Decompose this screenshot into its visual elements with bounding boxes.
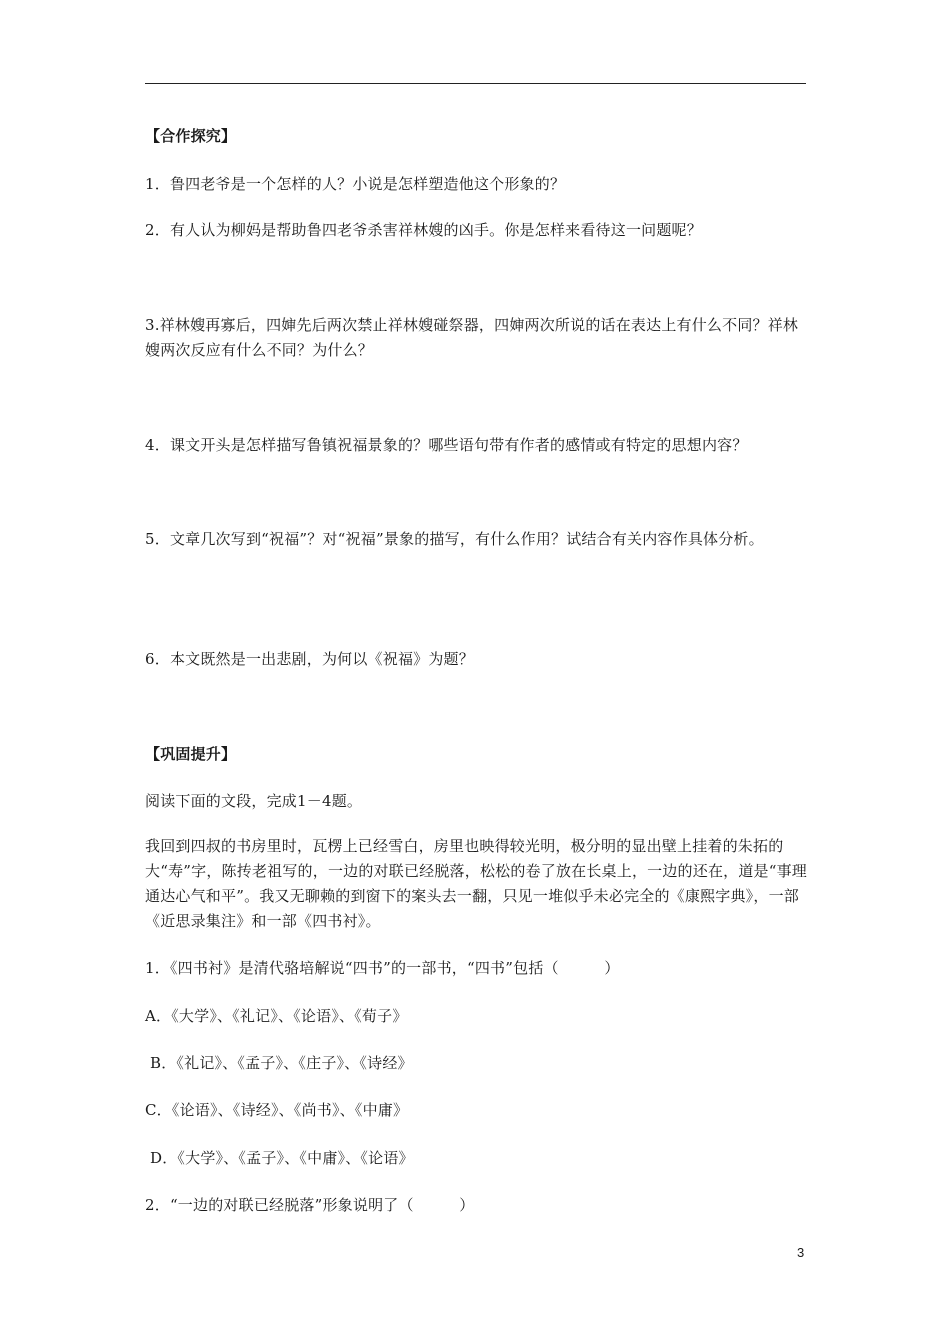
question-3: 3.祥林嫂再寡后，四婶先后两次禁止祥林嫂碰祭器，四婶两次所说的话在表达上有什么不同？祥林嫂两次反应有什么不同？为什么？ — [145, 316, 799, 359]
page-number: 3 — [797, 1245, 805, 1260]
mc-question-2: 2．“一边的对联已经脱落”形象说明了（ ） — [145, 1196, 475, 1214]
section-heading-cooperative-inquiry: 【合作探究】 — [145, 127, 237, 145]
question-5: 5．文章几次写到“祝福”？对“祝福”景象的描写，有什么作用？试结合有关内容作具体分析。 — [145, 530, 764, 548]
section-heading-consolidation: 【巩固提升】 — [145, 745, 237, 763]
question-6: 6．本文既然是一出悲剧，为何以《祝福》为题？ — [145, 650, 474, 668]
reading-passage: 我回到四叔的书房里时，瓦楞上已经雪白，房里也映得较光明，极分明的显出壁上挂着的朱拓的大“寿”字，陈抟老祖写的，一边的对联已经脱落，松松的卷了放在长桌上，一边的还在，道是“事理通达心气和平”。我又无聊赖的到窗下的案头去一翻，只见一堆似乎未必完全的《康熙字典》，一部《近思录集注》和一部《四书衬》。 — [145, 837, 808, 930]
option-a: A．《大学》、《礼记》、《论语》、《荀子》 — [145, 1007, 408, 1025]
question-2: 2．有人认为柳妈是帮助鲁四老爷杀害祥林嫂的凶手。你是怎样来看待这一问题呢？ — [145, 221, 702, 239]
header-rule — [145, 83, 806, 84]
option-b: B．《礼记》、《孟子》、《庄子》、《诗经》 — [150, 1054, 413, 1072]
option-c: C．《论语》、《诗经》、《尚书》、《中庸》 — [145, 1101, 409, 1119]
mc-question-1: 1．《四书衬》是清代骆培解说“四书”的一部书，“四书”包括（ ） — [145, 959, 620, 977]
question-4: 4．课文开头是怎样描写鲁镇祝福景象的？哪些语句带有作者的感情或有特定的思想内容？ — [145, 436, 748, 454]
option-d: D．《大学》、《孟子》、《中庸》、《论语》 — [150, 1149, 414, 1167]
reading-instruction: 阅读下面的文段，完成1－4题。 — [145, 792, 363, 810]
question-1: 1．鲁四老爷是一个怎样的人？小说是怎样塑造他这个形象的？ — [145, 175, 566, 193]
